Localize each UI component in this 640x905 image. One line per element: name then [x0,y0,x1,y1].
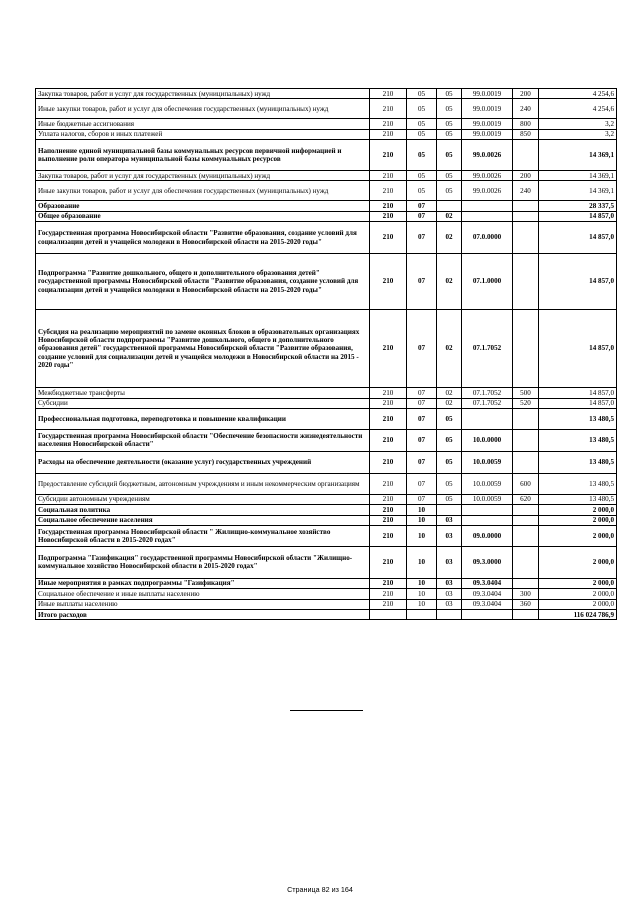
cell-expense-type [513,429,539,451]
cell-target-article: 10.0.0059 [462,451,513,473]
table-row [36,99,617,119]
cell-ministry-code [370,610,407,620]
cell-section: 07 [407,254,437,310]
cell-section: 05 [407,119,437,129]
cell-expense-type: 620 [513,494,539,504]
cell-amount: 3,2 [539,129,617,139]
cell-ministry-code: 210 [370,546,407,578]
cell-amount: 14 857,0 [539,388,617,398]
cell-subsection: 05 [437,408,462,429]
cell-ministry-code: 210 [370,310,407,388]
cell-target-article: 10.0.0000 [462,429,513,451]
cell-subsection: 05 [437,129,462,139]
cell-name: Субсидия на реализацию мероприятий по замене оконных блоков в образовательных организациях Новосибирской области подпрограммы "Развитие дошкольного, общего и дополнительного образования детей" государственной программы Новосибирской области "Развитие образования, создание условий для социализации детей и учащейся молодежи в Новосибирской области на 2015 - 2020 годы" [36,310,370,388]
cell-target-article: 99.0.0026 [462,181,513,201]
cell-subsection: 03 [437,525,462,546]
cell-section: 07 [407,201,437,211]
cell-target-article [462,610,513,620]
cell-ministry-code: 210 [370,505,407,515]
separator-line [290,710,363,711]
cell-ministry-code: 210 [370,119,407,129]
cell-target-article: 07.1.7052 [462,310,513,388]
cell-ministry-code: 210 [370,451,407,473]
cell-name: Расходы на обеспечение деятельности (оказание услуг) государственных учреждений [36,451,370,473]
table-row [36,505,617,515]
cell-amount: 13 480,5 [539,451,617,473]
budget-table [35,88,617,620]
cell-expense-type: 300 [513,589,539,599]
cell-target-article: 10.0.0059 [462,473,513,494]
cell-ministry-code: 210 [370,429,407,451]
cell-ministry-code: 210 [370,525,407,546]
cell-subsection: 03 [437,599,462,609]
table-row [36,398,617,408]
cell-ministry-code: 210 [370,398,407,408]
cell-target-article: 09.3.0404 [462,599,513,609]
cell-subsection [437,201,462,211]
cell-section: 10 [407,599,437,609]
cell-section: 07 [407,451,437,473]
cell-subsection: 02 [437,222,462,254]
cell-name: Социальное обеспечение населения [36,515,370,525]
cell-subsection: 02 [437,388,462,398]
cell-subsection: 05 [437,451,462,473]
cell-section: 10 [407,589,437,599]
cell-target-article: 07.0.0000 [462,222,513,254]
cell-target-article: 09.3.0404 [462,578,513,588]
cell-expense-type [513,222,539,254]
cell-expense-type [513,310,539,388]
cell-amount: 14 857,0 [539,398,617,408]
cell-section: 07 [407,388,437,398]
cell-section: 07 [407,398,437,408]
cell-ministry-code: 210 [370,201,407,211]
cell-subsection: 05 [437,429,462,451]
cell-amount: 2 000,0 [539,578,617,588]
cell-ministry-code: 210 [370,222,407,254]
table-row [36,429,617,451]
cell-section: 07 [407,211,437,221]
cell-section: 05 [407,181,437,201]
cell-amount: 2 000,0 [539,546,617,578]
table-row [36,171,617,181]
table-row [36,211,617,221]
cell-expense-type: 800 [513,119,539,129]
cell-target-article [462,408,513,429]
cell-name: Иные закупки товаров, работ и услуг для обеспечения государственных (муниципальных) нужд [36,99,370,119]
cell-expense-type: 200 [513,171,539,181]
cell-section: 05 [407,89,437,99]
cell-target-article [462,211,513,221]
table-row [36,525,617,546]
cell-amount: 2 000,0 [539,599,617,609]
cell-section: 10 [407,546,437,578]
cell-target-article: 99.0.0026 [462,171,513,181]
cell-subsection [437,610,462,620]
cell-name: Предоставление субсидий бюджетным, автономным учреждениям и иным некоммерческим организациям [36,473,370,494]
cell-subsection: 05 [437,171,462,181]
cell-target-article [462,515,513,525]
cell-expense-type [513,610,539,620]
cell-name: Государственная программа Новосибирской области "Развитие образования, создание условий для социализации детей и учащейся молодежи в Новосибирской области на 2015-2020 годы" [36,222,370,254]
cell-amount: 14 369,1 [539,140,617,171]
cell-target-article: 10.0.0059 [462,494,513,504]
cell-amount: 2 000,0 [539,525,617,546]
table-row [36,181,617,201]
cell-name: Профессиональная подготовка, переподготовка и повышение квалификации [36,408,370,429]
cell-ministry-code: 210 [370,181,407,201]
cell-expense-type [513,525,539,546]
cell-subsection: 03 [437,546,462,578]
cell-ministry-code: 210 [370,599,407,609]
cell-name: Межбюджетные трансферты [36,388,370,398]
cell-subsection: 02 [437,310,462,388]
cell-ministry-code: 210 [370,171,407,181]
cell-name: Иные мероприятия в рамках подпрограммы "Газификация" [36,578,370,588]
cell-section: 05 [407,171,437,181]
cell-amount: 28 337,5 [539,201,617,211]
table-row [36,515,617,525]
cell-name: Итого расходов [36,610,370,620]
cell-name: Иные бюджетные ассигнования [36,119,370,129]
cell-section: 10 [407,578,437,588]
cell-ministry-code: 210 [370,211,407,221]
cell-name: Субсидии автономным учреждениям [36,494,370,504]
cell-amount: 13 480,5 [539,429,617,451]
cell-section: 07 [407,494,437,504]
table-row [36,494,617,504]
cell-subsection: 05 [437,140,462,171]
cell-section: 10 [407,515,437,525]
table-row [36,589,617,599]
cell-ministry-code: 210 [370,515,407,525]
cell-amount: 14 857,0 [539,222,617,254]
cell-section: 05 [407,99,437,119]
cell-amount: 4 254,6 [539,89,617,99]
cell-name: Общее образование [36,211,370,221]
cell-expense-type [513,515,539,525]
cell-target-article: 07.1.7052 [462,388,513,398]
cell-target-article [462,505,513,515]
cell-target-article: 09.3.0404 [462,589,513,599]
cell-target-article: 99.0.0019 [462,129,513,139]
table-row [36,222,617,254]
cell-amount: 14 857,0 [539,211,617,221]
cell-section: 05 [407,140,437,171]
table-row [36,129,617,139]
cell-name: Государственная программа Новосибирской области "Обеспечение безопасности жизнедеятельности населения Новосибирской области" [36,429,370,451]
table-row [36,201,617,211]
cell-subsection: 02 [437,211,462,221]
cell-expense-type [513,505,539,515]
cell-expense-type: 200 [513,89,539,99]
cell-name: Иные выплаты населению [36,599,370,609]
cell-ministry-code: 210 [370,473,407,494]
cell-expense-type: 850 [513,129,539,139]
table-row [36,610,617,620]
cell-amount: 3,2 [539,119,617,129]
cell-name: Закупка товаров, работ и услуг для государственных (муниципальных) нужд [36,171,370,181]
cell-ministry-code: 210 [370,388,407,398]
cell-expense-type: 240 [513,99,539,119]
cell-amount: 14 369,1 [539,181,617,201]
table-row [36,388,617,398]
cell-expense-type: 360 [513,599,539,609]
cell-amount: 13 480,5 [539,408,617,429]
cell-target-article: 99.0.0019 [462,99,513,119]
cell-amount: 13 480,5 [539,473,617,494]
table-row [36,578,617,588]
table-row [36,599,617,609]
cell-section [407,610,437,620]
cell-expense-type [513,408,539,429]
cell-subsection: 05 [437,181,462,201]
cell-ministry-code: 210 [370,129,407,139]
cell-subsection: 02 [437,254,462,310]
cell-section: 07 [407,429,437,451]
cell-subsection: 03 [437,515,462,525]
cell-section: 07 [407,310,437,388]
cell-ministry-code: 210 [370,408,407,429]
table-row [36,473,617,494]
cell-amount: 14 857,0 [539,254,617,310]
cell-amount: 14 857,0 [539,310,617,388]
cell-name: Социальная политика [36,505,370,515]
cell-amount: 2 000,0 [539,515,617,525]
cell-expense-type: 600 [513,473,539,494]
cell-subsection: 02 [437,398,462,408]
table-body [36,89,617,620]
cell-name: Социальное обеспечение и иные выплаты населению [36,589,370,599]
cell-subsection: 03 [437,589,462,599]
cell-amount: 13 480,5 [539,494,617,504]
table-row [36,119,617,129]
cell-subsection: 05 [437,119,462,129]
cell-ministry-code: 210 [370,89,407,99]
cell-section: 10 [407,505,437,515]
cell-target-article: 07.1.7052 [462,398,513,408]
cell-ministry-code: 210 [370,589,407,599]
table-row [36,546,617,578]
cell-target-article: 99.0.0026 [462,140,513,171]
cell-target-article: 09.3.0000 [462,546,513,578]
cell-subsection: 05 [437,473,462,494]
cell-target-article: 99.0.0019 [462,89,513,99]
cell-target-article: 07.1.0000 [462,254,513,310]
cell-expense-type [513,140,539,171]
cell-ministry-code: 210 [370,140,407,171]
cell-expense-type [513,578,539,588]
table-row [36,254,617,310]
cell-section: 05 [407,129,437,139]
cell-ministry-code: 210 [370,254,407,310]
cell-name: Подпрограмма "Развитие дошкольного, общего и дополнительного образования детей" государственной программы Новосибирской области "Развитие образования, создание условий для социализации детей и учащейся молодежи в Новосибирской области на 2015-2020 годы" [36,254,370,310]
cell-expense-type [513,254,539,310]
cell-amount: 116 024 786,9 [539,610,617,620]
cell-amount: 4 254,6 [539,99,617,119]
cell-expense-type [513,451,539,473]
cell-name: Уплата налогов, сборов и иных платежей [36,129,370,139]
cell-name: Субсидии [36,398,370,408]
cell-ministry-code: 210 [370,494,407,504]
cell-target-article [462,201,513,211]
cell-name: Закупка товаров, работ и услуг для государственных (муниципальных) нужд [36,89,370,99]
cell-section: 07 [407,473,437,494]
cell-name: Наполнение единой муниципальной базы коммунальных ресурсов первичной информацией и выполнение роли оператора муниципальной базы коммунальных ресурсов [36,140,370,171]
cell-amount: 2 000,0 [539,505,617,515]
cell-target-article: 09.0.0000 [462,525,513,546]
cell-subsection: 05 [437,99,462,119]
table-row [36,140,617,171]
table-row [36,310,617,388]
cell-subsection: 03 [437,578,462,588]
page-number: Страница 82 из 164 [287,885,353,894]
cell-ministry-code: 210 [370,578,407,588]
table-row [36,89,617,99]
cell-expense-type: 520 [513,398,539,408]
table-row [36,408,617,429]
cell-section: 10 [407,525,437,546]
table-row [36,451,617,473]
cell-expense-type [513,201,539,211]
cell-name: Государственная программа Новосибирской области " Жилищно-коммунальное хозяйство Новосибирской области в 2015-2020 годах" [36,525,370,546]
cell-subsection: 05 [437,89,462,99]
cell-name: Подпрограмма "Газификация" государственной программы Новосибирской области "Жилищно-коммунальное хозяйство Новосибирской области в 2015-2020 годах" [36,546,370,578]
cell-section: 07 [407,222,437,254]
cell-name: Иные закупки товаров, работ и услуг для обеспечения государственных (муниципальных) нужд [36,181,370,201]
cell-target-article: 99.0.0019 [462,119,513,129]
cell-subsection [437,505,462,515]
cell-expense-type [513,211,539,221]
cell-expense-type: 500 [513,388,539,398]
cell-amount: 2 000,0 [539,589,617,599]
cell-amount: 14 369,1 [539,171,617,181]
cell-section: 07 [407,408,437,429]
cell-expense-type [513,546,539,578]
cell-name: Образование [36,201,370,211]
cell-expense-type: 240 [513,181,539,201]
cell-subsection: 05 [437,494,462,504]
cell-ministry-code: 210 [370,99,407,119]
